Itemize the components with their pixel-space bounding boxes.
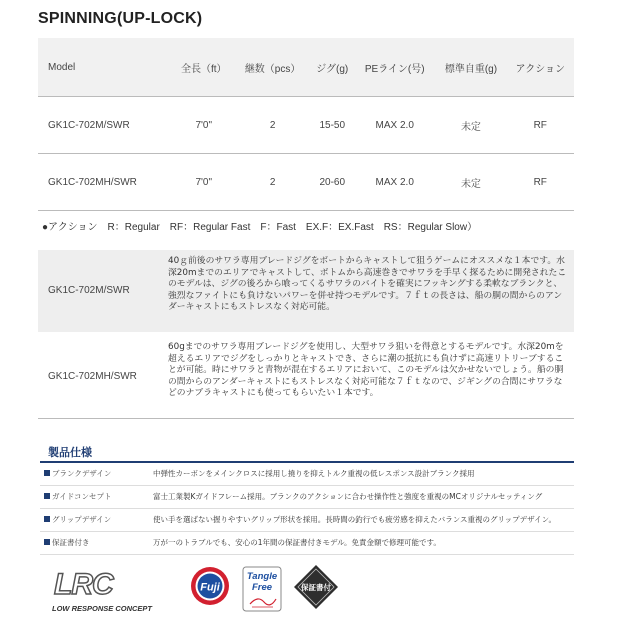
product-spec-row xyxy=(40,463,574,486)
product-spec-value: 使い手を選ばない握りやすいグリップ形状を採用。長時間の釣行でも疲労感を抑えたバランス重視のグリップデザイン。 xyxy=(153,515,557,524)
product-spec-title: 製品仕様 xyxy=(48,446,92,459)
tangle-free-text: Tangle xyxy=(246,571,278,582)
header-model: Model xyxy=(38,38,173,97)
lrc-logo-text: LRC xyxy=(54,568,113,601)
product-spec-value: 万が一のトラブルでも、安心の1年間の保証書付きモデル。免責金額で修理可能です。 xyxy=(153,538,441,547)
tangle-free-logo xyxy=(242,566,282,612)
product-spec-row xyxy=(40,532,574,555)
action-legend: ●アクション R：Regular RF：Regular Fast F：Fast EX.F：EX.Fast RS：Regular Slow） xyxy=(42,222,478,233)
cell-length: 7'0" xyxy=(173,97,235,154)
cell-pe-line: MAX 2.0 xyxy=(354,154,435,211)
fuji-logo xyxy=(190,566,230,606)
description-row xyxy=(38,336,574,419)
product-spec-label: ガイドコンセプト xyxy=(52,492,112,501)
cell-jig: 15-50 xyxy=(310,97,354,154)
header-jig: ジグ(g) xyxy=(310,38,354,97)
table-row xyxy=(38,97,574,154)
header-pe-line: PEライン(号) xyxy=(354,38,435,97)
table-row xyxy=(38,154,574,211)
product-spec-row xyxy=(40,486,574,509)
spec-table xyxy=(38,38,574,211)
description-row xyxy=(38,250,574,332)
cell-model: GK1C-702MH/SWR xyxy=(38,154,173,211)
product-spec-label: ブランクデザイン xyxy=(52,469,112,478)
spec-table-header xyxy=(38,38,574,97)
square-bullet-icon xyxy=(44,493,50,499)
product-spec-value: 中弾性カーボンをメインクロスに採用し撓りを抑えトルク重視の低レスポンス設計ブランク採用 xyxy=(153,469,475,478)
warranty-certificate-icon xyxy=(292,563,340,611)
product-spec-row xyxy=(40,509,574,532)
cell-pieces: 2 xyxy=(235,154,311,211)
description-model: GK1C-702M/SWR xyxy=(48,285,130,296)
product-spec-label: 保証書付き xyxy=(52,538,90,547)
fuji-logo-text: Fuji xyxy=(200,581,220,594)
cell-action: RF xyxy=(507,154,574,211)
square-bullet-icon xyxy=(44,516,50,522)
description-model: GK1C-702MH/SWR xyxy=(48,371,137,382)
cell-jig: 20-60 xyxy=(310,154,354,211)
product-spec-label: グリップデザイン xyxy=(52,515,112,524)
square-bullet-icon xyxy=(44,470,50,476)
tangle-free-text: Free xyxy=(251,582,273,593)
header-action: アクション xyxy=(507,38,574,97)
square-bullet-icon xyxy=(44,539,50,545)
header-weight: 標準自重(g) xyxy=(435,38,506,97)
description-text: 60gまでのサワラ専用ブレードジグを使用し、大型サワラ狙いを得意とするモデルです。水深20mを超えるエリアでジグをしっかりとキャストでき、さらに潮の抵抗にも負けずに高速リトリーブすることが可能。時にサワラと青物が混在するエリアにおいて、このモデルは欠かせないでしょう。船の胴の間からのアンダーキャストにもストレスなく対応可能な７ｆｔなので、ジギングの合間にサワラなどのナブラキャストにも使ってもらいたい１本です。 xyxy=(168,342,564,398)
cell-weight: 未定 xyxy=(435,97,506,154)
cell-length: 7'0" xyxy=(173,154,235,211)
warranty-certificate-text: 保証書付 xyxy=(301,583,331,592)
cell-action: RF xyxy=(507,97,574,154)
lrc-logo-subtitle: LOW RESPONSE CONCEPT xyxy=(52,604,153,613)
product-spec-value: 富士工業製Kガイドフレーム採用。ブランクのアクションに合わせ操作性と強度を重視のMCオリジナルセッティング xyxy=(153,492,543,501)
cell-model: GK1C-702M/SWR xyxy=(38,97,173,154)
cell-pe-line: MAX 2.0 xyxy=(354,97,435,154)
description-text: 40ｇ前後のサワラ専用ブレードジグをボートからキャストして狙うゲームにオススメな１本です。水深20mまでのエリアでキャストして、ボトムから高速巻きでサワラを手早く探るために開発されたこのモデルは、ジグの後ろから喰ってくるサワラのバイトを確実にフッキングする柔軟なブランクと、強烈なファイトにも負けないパワーを併せ持つモデルです。７ｆｔの長さは、船の胴の間からのアンダーキャストにもストレスなく対応可能。 xyxy=(168,256,567,312)
header-length: 全長（ft） xyxy=(173,38,235,97)
header-pieces: 継数（pcs） xyxy=(235,38,311,97)
lrc-logo xyxy=(50,568,190,618)
cell-pieces: 2 xyxy=(235,97,311,154)
page-title: SPINNING(UP-LOCK) xyxy=(38,10,203,27)
cell-weight: 未定 xyxy=(435,154,506,211)
